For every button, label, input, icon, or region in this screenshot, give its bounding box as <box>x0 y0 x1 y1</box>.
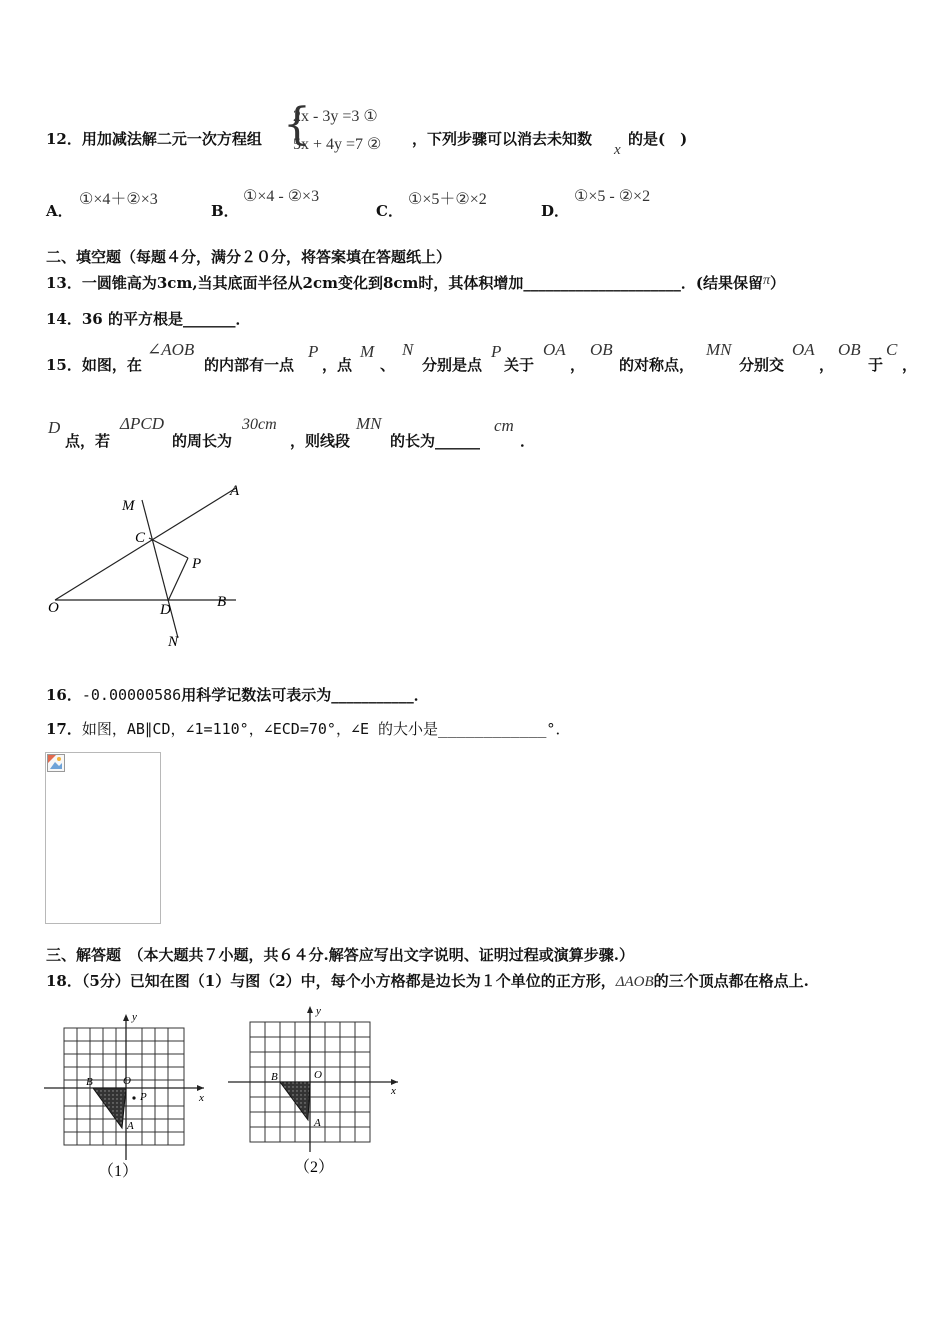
q12-var-x: x <box>614 142 621 158</box>
q12-option-c-expr: ①×5＋②×2 <box>408 191 487 208</box>
section2-heading: 二、填空题（每题４分，满分２０分，将答案填在答题纸上） <box>46 248 452 266</box>
q12-stem-after-line <box>412 128 592 149</box>
q15-p12: 的长为______ <box>390 432 481 450</box>
fig15-label-a: A <box>230 483 240 499</box>
ray-oa <box>55 488 236 600</box>
fig1-label-o: O <box>123 1075 131 1087</box>
fig15-label-c: C <box>135 530 146 546</box>
fig2-label-o: O <box>314 1069 322 1081</box>
q15-point-m: M <box>360 342 375 361</box>
q15-cm: cm <box>494 416 514 435</box>
q12-option-c-label: C． <box>376 202 403 220</box>
fig1-point-p <box>132 1096 135 1099</box>
fig1-caption: （1） <box>98 1163 139 1180</box>
fig15-label-n: N <box>168 634 179 650</box>
q12-option-b-expr: ①×4 - ②×3 <box>243 188 320 205</box>
q15-sep1: 、 <box>380 356 396 374</box>
q12-eq1 <box>293 106 378 126</box>
q15-point-p: P <box>308 342 319 361</box>
q12-option-a-expr: ①×4＋②×3 <box>79 191 158 208</box>
q12-line <box>46 128 262 149</box>
triangle-aob-1 <box>93 1088 126 1128</box>
q15-p13: ． <box>520 432 536 450</box>
q12-stem-after: ，下列步骤可以消去未知数 <box>412 130 593 148</box>
q18-line <box>46 970 809 991</box>
q15-p11: ，则线段 <box>290 432 351 450</box>
q15-comma2: ， <box>819 356 835 374</box>
q15-p3: ，点 <box>322 356 353 374</box>
q12-eq2-text: 5x + 4y =7 <box>293 136 364 153</box>
q13-pi: π <box>763 273 771 288</box>
fig15-label-m: M <box>122 498 135 514</box>
q15-p8: 于 <box>868 356 884 374</box>
q18-figure-1 <box>44 1010 214 1180</box>
q15-point-c: C <box>886 340 898 359</box>
q15-line2 <box>46 414 646 450</box>
q12-eq1-mark: ① <box>363 108 378 125</box>
q17-line <box>46 718 570 739</box>
q12-stem-end: 的是( ) <box>628 130 688 148</box>
fig1-label-x: x <box>199 1092 204 1104</box>
fig1-label-a: A <box>127 1120 134 1132</box>
q15-p2: 的内部有一点 <box>204 356 295 374</box>
q17-image-placeholder <box>45 752 161 924</box>
q13-line <box>46 272 785 293</box>
q15-ob: OB <box>590 340 613 359</box>
q15-mn2: MN <box>356 414 382 433</box>
q15-p6: 的对称点， <box>619 356 695 374</box>
broken-image-icon <box>47 754 65 772</box>
q15-figure <box>40 478 260 658</box>
q13-end: ） <box>770 274 786 292</box>
fig15-label-b: B <box>217 594 227 610</box>
q17-number: 17． <box>46 720 82 738</box>
q15-perimeter: 30cm <box>242 416 277 433</box>
q15-p4: 分别是点 <box>422 356 483 374</box>
q13-text: 13．一圆锥高为3cm,当其底面半径从2cm变化到8cm时，其体积增加_____________________．(结果保留 <box>46 274 764 292</box>
section3-heading: 三、解答题 （本大题共７小题，共６４分.解答应写出文字说明、证明过程或演算步骤.） <box>46 946 634 964</box>
q15-oa: OA <box>543 340 566 359</box>
fig15-label-o: O <box>48 600 59 616</box>
q15-p9: 点，若 <box>65 432 111 450</box>
q15-p10: 的周长为 <box>172 432 233 450</box>
q15-p7: 分别交 <box>739 356 785 374</box>
q18-triangle: ΔAOB <box>615 974 654 990</box>
fig2-label-a: A <box>314 1117 321 1129</box>
q12-option-d-label: D． <box>541 202 570 220</box>
q12-eq1-text: 2x - 3y =3 <box>293 108 360 125</box>
q16-value: -0.00000586 <box>81 686 182 704</box>
q12-number: 12． <box>46 130 82 148</box>
q17-text: 如图，AB∥CD，∠1=110°，∠ECD=70°，∠E 的大小是____________°． <box>81 720 571 738</box>
q16-text: 用科学记数法可表示为___________． <box>181 686 429 704</box>
fig1-label-y: y <box>132 1011 137 1023</box>
q15-comma1: ， <box>570 356 586 374</box>
q12-eq2-mark: ② <box>367 136 382 153</box>
q12-option-b-label: B． <box>211 202 239 220</box>
fig15-label-p: P <box>192 556 202 572</box>
y-axis-arrow-1 <box>123 1014 129 1021</box>
q15-comma3: ， <box>902 356 918 374</box>
q12-brace: { <box>283 99 311 150</box>
fig1-label-p: P <box>140 1091 147 1103</box>
q15-point-n: N <box>402 340 414 359</box>
q15-triangle: ΔPCD <box>120 414 164 433</box>
y-axis-arrow-2 <box>307 1006 313 1013</box>
q15-ob2: OB <box>838 340 861 359</box>
fig2-label-x: x <box>391 1085 396 1097</box>
fig15-label-d: D <box>160 602 171 618</box>
segment-pd <box>168 558 188 601</box>
q15-oa2: OA <box>792 340 815 359</box>
q14-text: 14．36 的平方根是_______． <box>46 310 251 328</box>
q18-figure-2 <box>228 1002 408 1177</box>
q16-number: 16． <box>46 686 82 704</box>
fig1-label-b: B <box>86 1076 93 1088</box>
fig2-label-b: B <box>271 1071 278 1083</box>
q15-p1: 15．如图，在 <box>46 356 142 374</box>
q12-eq2 <box>293 134 381 154</box>
q12-stem-before: 用加减法解二元一次方程组 <box>81 130 262 148</box>
q12-option-d-expr: ①×5 - ②×2 <box>574 188 651 205</box>
q16-line <box>46 684 429 705</box>
q15-point-p2: P <box>491 342 502 361</box>
fig2-caption: （2） <box>294 1159 335 1176</box>
q15-angle: ∠AOB <box>147 340 195 359</box>
q15-line1 <box>46 340 926 374</box>
q18-text2: 的三个顶点都在格点上. <box>653 972 809 990</box>
x-axis-arrow-1 <box>197 1085 204 1091</box>
fig2-label-y: y <box>316 1005 321 1017</box>
q12-option-a-label: A． <box>46 202 73 220</box>
q15-point-d: D <box>48 418 61 437</box>
q18-text: 18．（5分）已知在图（1）与图（2）中，每个小方格都是边长为１个单位的正方形， <box>46 972 616 990</box>
q15-p5: 关于 <box>504 356 535 374</box>
q15-mn: MN <box>706 340 732 359</box>
